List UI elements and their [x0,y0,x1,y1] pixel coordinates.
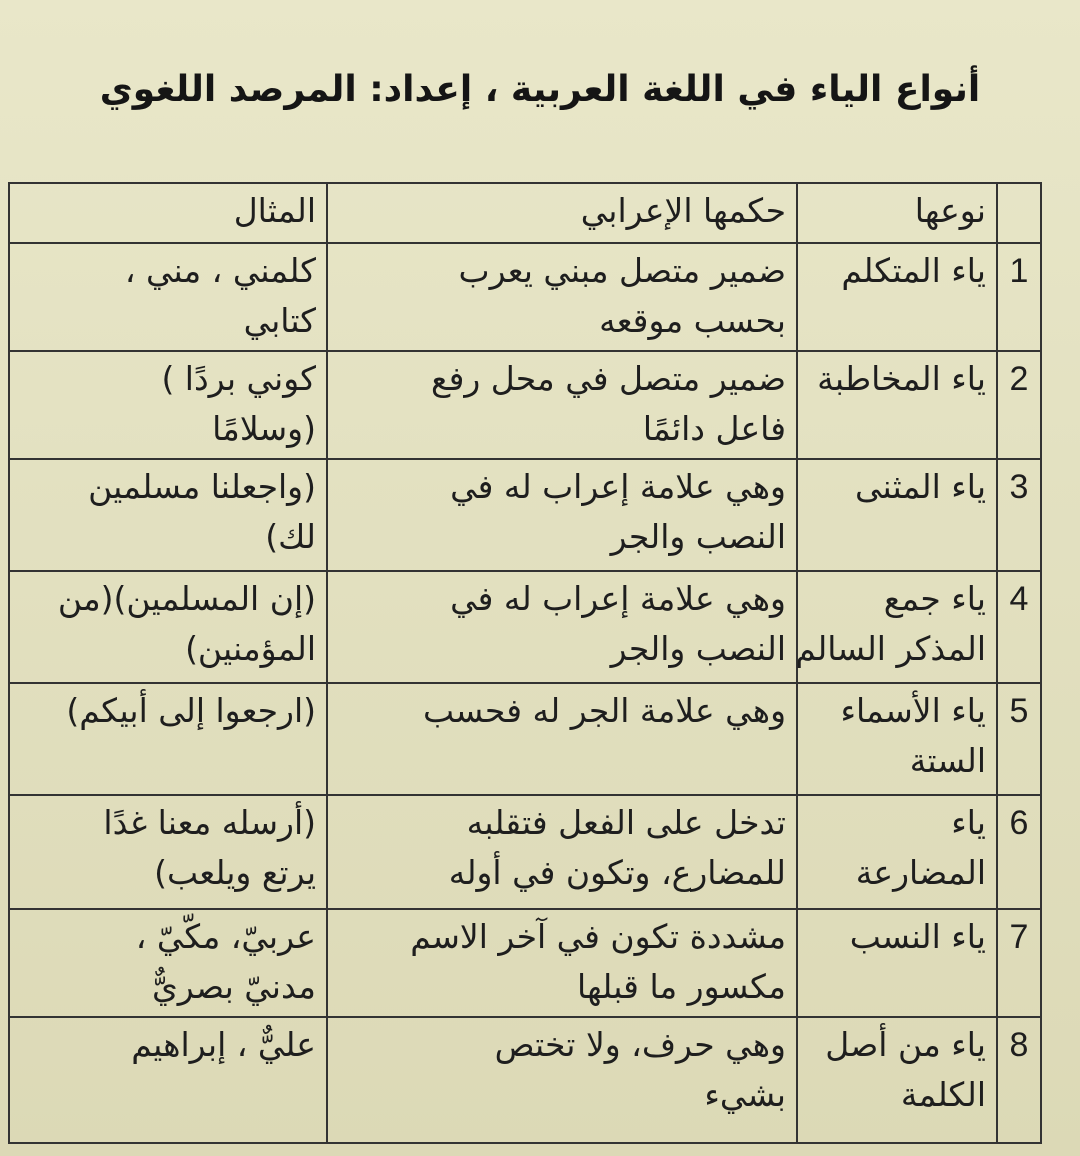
type-text: المضارعة [855,853,986,892]
table-row [9,795,1041,909]
type-cell [797,459,997,571]
row-number: 2 [997,351,1041,459]
ruling-text: ضمير متصل مبني يعرب [458,251,786,290]
type-cell [797,571,997,683]
example-cell [9,795,327,909]
table-body [9,243,1041,1143]
type-text: ياء المخاطبة [817,359,986,398]
row-number: 7 [997,909,1041,1017]
table-row [9,909,1041,1017]
type-text: ياء من أصل [825,1025,986,1064]
ruling-cell [327,683,797,795]
ya-types-table [8,182,1042,1144]
type-text: ياء النسب [849,917,986,956]
type-text: الكلمة [900,1075,986,1114]
example-text: (إن المسلمين)(من [57,579,316,618]
table-row [9,459,1041,571]
row-number: 3 [997,459,1041,571]
ruling-text: وهي علامة إعراب له في [450,579,786,618]
example-text: يرتع ويلعب) [154,853,316,892]
example-text: (واجعلنا مسلمين [88,467,316,506]
example-text: المؤمنين) [185,629,316,668]
ruling-text: للمضارع، وتكون في أوله [448,853,786,892]
example-text: كتابي [243,301,316,340]
example-cell [9,683,327,795]
ruling-text: بحسب موقعه [599,301,786,340]
ruling-text: وهي علامة إعراب له في [450,467,786,506]
header-ruling: حكمها الإعرابي [327,183,797,243]
example-cell [9,571,327,683]
example-text: لك) [265,517,316,556]
row-number: 4 [997,571,1041,683]
table-row [9,571,1041,683]
example-text: (ارجعوا إلى أبيكم) [66,691,316,730]
type-text: المذكر السالم [795,629,986,668]
example-cell [9,1017,327,1143]
example-cell [9,351,327,459]
type-text: ياء [951,803,986,842]
ruling-cell [327,571,797,683]
example-text: (أرسله معنا غدًا [103,803,316,842]
type-cell [797,351,997,459]
example-text: مدنيّ بصريٌّ [151,967,316,1006]
example-text: كوني بردًا ) [161,359,316,398]
type-text: ياء المثنى [855,467,986,506]
example-text: (وسلامًا [212,409,316,448]
example-text: كلمني ، مني ، [124,251,316,290]
ruling-text: بشيء [704,1075,786,1114]
ruling-cell [327,909,797,1017]
table-row [9,1017,1041,1143]
table-row [9,351,1041,459]
ruling-cell [327,351,797,459]
example-cell [9,909,327,1017]
table-row [9,243,1041,351]
ruling-text: النصب والجر [610,629,786,668]
row-number: 6 [997,795,1041,909]
ruling-text: ضمير متصل في محل رفع [431,359,786,398]
example-text: عليٌّ ، إبراهيم [131,1025,316,1064]
type-cell [797,1017,997,1143]
ruling-text: مكسور ما قبلها [577,967,786,1006]
type-cell [797,909,997,1017]
ruling-cell [327,1017,797,1143]
ruling-text: النصب والجر [610,517,786,556]
header-number [997,183,1041,243]
row-number: 5 [997,683,1041,795]
example-cell [9,243,327,351]
type-text: الستة [909,741,986,780]
type-text: ياء المتكلم [841,251,986,290]
example-cell [9,459,327,571]
header-type: نوعها [797,183,997,243]
ruling-text: وهي حرف، ولا تختص [494,1025,786,1064]
table-row [9,683,1041,795]
ruling-cell [327,459,797,571]
ruling-text: مشددة تكون في آخر الاسم [410,917,786,956]
ruling-cell [327,795,797,909]
ruling-cell [327,243,797,351]
header-example: المثال [9,183,327,243]
table-header-row [9,183,1041,243]
row-number: 8 [997,1017,1041,1143]
type-text: ياء جمع [883,579,986,618]
ruling-text: وهي علامة الجر له فحسب [423,691,786,730]
type-cell [797,683,997,795]
type-cell [797,795,997,909]
row-number: 1 [997,243,1041,351]
type-text: ياء الأسماء [840,691,986,730]
type-cell [797,243,997,351]
ruling-text: فاعل دائمًا [642,409,786,448]
ruling-text: تدخل على الفعل فتقلبه [466,803,786,842]
page-title: أنواع الياء في اللغة العربية ، إعداد: المرصد اللغوي [99,69,981,110]
example-text: عربيّ، مكّيّ ، [135,917,316,956]
